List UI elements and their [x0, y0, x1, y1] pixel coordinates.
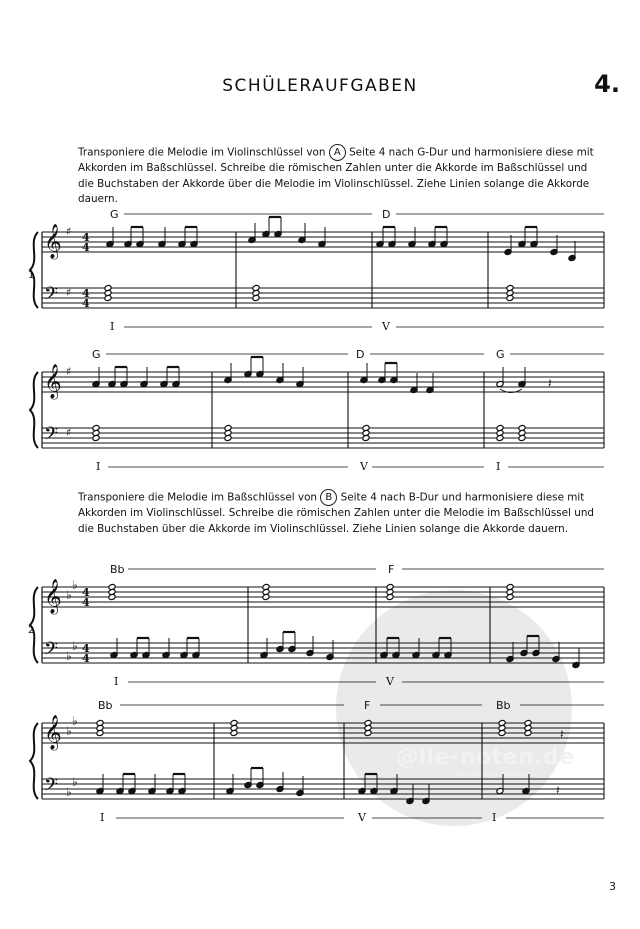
watermark-text: @lle-noten.de — [396, 745, 575, 770]
treble-staff — [42, 723, 604, 743]
page-number: 3 — [609, 880, 616, 893]
roman-numeral: V — [386, 675, 394, 688]
chord-name: Bb — [110, 563, 125, 576]
instruction-a-part1: Transponiere die Melodie im Violinschlüssel von — [78, 146, 326, 159]
brace — [30, 372, 38, 448]
time-signature-top: 4 — [82, 287, 90, 300]
chord-name: G — [496, 348, 505, 361]
treble-clef: 𝄞 — [44, 579, 62, 614]
chapter-number: 4. — [594, 70, 620, 98]
time-signature-top: 4 — [82, 586, 90, 599]
bass-clef: 𝄢 — [44, 775, 59, 800]
time-signature-bottom: 4 — [82, 241, 90, 254]
time-signature-bottom: 4 — [82, 652, 90, 665]
instruction-b-part2: Seite 4 nach B-Dur und harmonisiere diese mit Akkorden im Violinschlüssel. Schreibe die römischen Zahlen unter die Melodie im Baßschlüssel und die Buchstaben über die Akkorde im Violinschlüssel. Ziehe Linien solange die Akkorde dauern. — [78, 491, 594, 535]
roman-numeral: I — [114, 675, 119, 688]
roman-numeral: I — [492, 811, 497, 824]
exercise-number: 1 — [28, 270, 35, 281]
chord-name: Bb — [496, 699, 511, 712]
circled-letter-a: A — [329, 144, 346, 161]
time-signature-bottom: 4 — [82, 297, 90, 310]
key-signature-sharp: ♯ — [66, 286, 72, 299]
rest: 𝄽 — [556, 783, 560, 797]
key-signature-sharp: ♯ — [66, 426, 72, 439]
rest: 𝄽 — [560, 727, 564, 741]
key-signature-flat: ♭ — [66, 649, 72, 663]
key-signature-flat: ♭ — [66, 588, 72, 602]
key-signature-flat: ♭ — [66, 724, 72, 738]
time-signature-top: 4 — [82, 642, 90, 655]
watermark-subtext: Der Online-Notenversand — [456, 770, 539, 778]
brace — [30, 723, 38, 799]
time-signature-bottom: 4 — [82, 596, 90, 609]
rest: 𝄽 — [548, 376, 552, 390]
time-signature-top: 4 — [82, 231, 90, 244]
key-signature-flat: ♭ — [72, 714, 78, 728]
key-signature-sharp: ♯ — [66, 225, 72, 238]
treble-clef: 𝄞 — [44, 715, 62, 750]
exercise-number: 2 — [28, 625, 35, 636]
chord-name: F — [388, 563, 395, 576]
roman-numeral: I — [496, 460, 501, 473]
key-signature-flat: ♭ — [72, 775, 78, 789]
roman-numeral: I — [110, 320, 115, 333]
chord-name: Bb — [98, 699, 113, 712]
instruction-a-part2: Seite 4 nach G-Dur und harmonisiere diese mit Akkorden im Baßschlüssel. Schreibe die römischen Zahlen unter die Akkorde im Baßschlüssel und die Buchstaben der Akkorde über die Melodie im Violinschlüssel. Ziehe Linien solange die Akkorde dauern. — [78, 146, 594, 205]
bass-clef: 𝄢 — [44, 284, 59, 309]
roman-numeral: V — [360, 460, 368, 473]
bass-clef: 𝄢 — [44, 424, 59, 449]
treble-staff — [42, 587, 604, 607]
bass-clef: 𝄢 — [44, 639, 59, 664]
roman-numeral: I — [100, 811, 105, 824]
chord-name: F — [364, 699, 371, 712]
chord-name: D — [356, 348, 365, 361]
bass-staff — [42, 779, 604, 799]
chord-name: G — [92, 348, 101, 361]
key-signature-flat: ♭ — [72, 578, 78, 592]
bass-staff — [42, 288, 604, 308]
roman-numeral: I — [96, 460, 101, 473]
chord-name: G — [110, 208, 119, 221]
page-title: SCHÜLERAUFGABEN — [222, 76, 418, 96]
bass-staff — [42, 643, 604, 663]
instruction-b-part1: Transponiere die Melodie im Baßschlüssel von — [78, 491, 318, 504]
roman-numeral: V — [358, 811, 366, 824]
roman-numeral: V — [382, 320, 390, 333]
key-signature-flat: ♭ — [72, 639, 78, 653]
chord-name: D — [382, 208, 391, 221]
key-signature-sharp: ♯ — [66, 365, 72, 378]
key-signature-flat: ♭ — [66, 785, 72, 799]
treble-clef: 𝄞 — [44, 224, 62, 259]
circled-letter-b: B — [320, 489, 337, 506]
treble-clef: 𝄞 — [44, 364, 62, 399]
